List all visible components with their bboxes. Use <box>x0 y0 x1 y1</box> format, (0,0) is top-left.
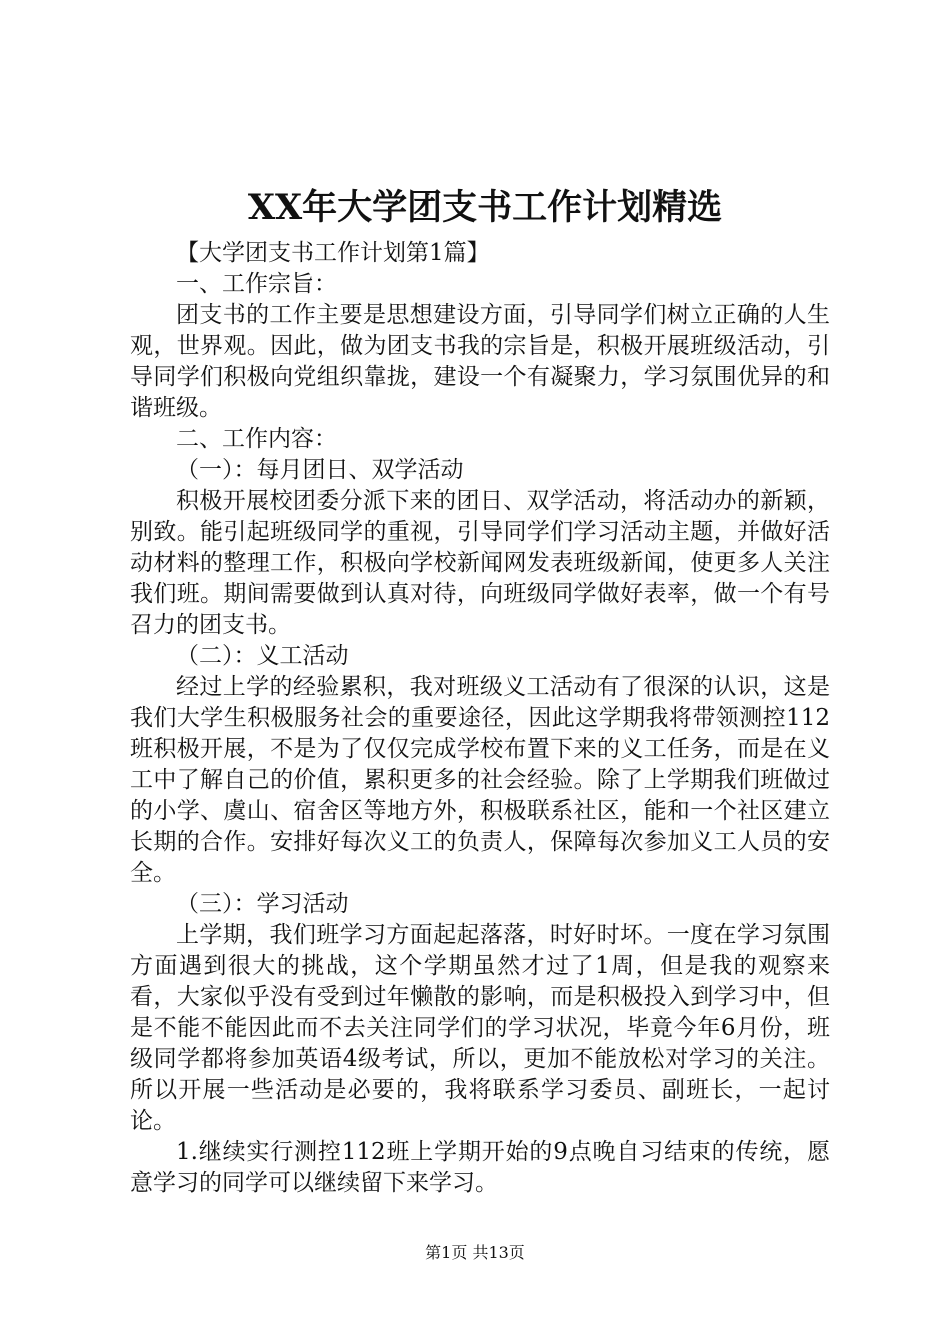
subheading-monthly-activities: （一）：每月团日、双学活动 <box>176 457 464 483</box>
section-tag: 【大学团支书工作计划第1篇】 <box>176 240 490 266</box>
paragraph-study: 上学期，我们班学习方面起起落落，时好时坏。一度在学习氛围方面遇到很大的挑战，这个学期虽然才过了1周，但是我的观察来看，大家似乎没有受到过年懒散的影响，而是积极投入到学习中，但是不能不能因此而不去关注同学们的学习状况，毕竟今年6月份，班级同学都将参加英语4级考试，所以，更加不能放松对学习的关注。所以开展一些活动是必要的，我将联系学习委员、副班长，一起讨论。 <box>130 922 830 1134</box>
document-body <box>130 238 830 1199</box>
document-page <box>130 186 830 1199</box>
paragraph-volunteer: 经过上学的经验累积，我对班级义工活动有了很深的认识，这是我们大学生积极服务社会的重要途径，因此这学期我将带领测控112班积极开展，不是为了仅仅完成学校布置下来的义工任务，而是在义工中了解自己的价值，累积更多的社会经验。除了上学期我们班做过的小学、虞山、宿舍区等地方外，积极联系社区，能和一个社区建立长期的合作。安排好每次义工的负责人，保障每次参加义工人员的安全。 <box>130 674 830 886</box>
heading-work-content: 二、工作内容： <box>176 426 337 452</box>
list-item-1: 1.继续实行测控112班上学期开始的9点晚自习结束的传统，愿意学习的同学可以继续留下来学习。 <box>130 1139 830 1196</box>
page-footer: 第1页 共13页 <box>425 1243 525 1262</box>
document-title: XX年大学团支书工作计划精选 <box>247 187 723 228</box>
subheading-study: （三）：学习活动 <box>176 891 349 917</box>
paragraph-work-purpose: 团支书的工作主要是思想建设方面，引导同学们树立正确的人生观，世界观。因此，做为团支书我的宗旨是，积极开展班级活动，引导同学们积极向党组织靠拢，建设一个有凝聚力，学习氛围优异的和谐班级。 <box>130 302 830 421</box>
subheading-volunteer: （二）：义工活动 <box>176 643 349 669</box>
heading-work-purpose: 一、工作宗旨： <box>176 271 337 297</box>
paragraph-monthly-activities: 积极开展校团委分派下来的团日、双学活动，将活动办的新颖，别致。能引起班级同学的重视，引导同学们学习活动主题，并做好活动材料的整理工作，积极向学校新闻网发表班级新闻，使更多人关注我们班。期间需要做到认真对待，向班级同学做好表率，做一个有号召力的团支书。 <box>130 488 830 638</box>
